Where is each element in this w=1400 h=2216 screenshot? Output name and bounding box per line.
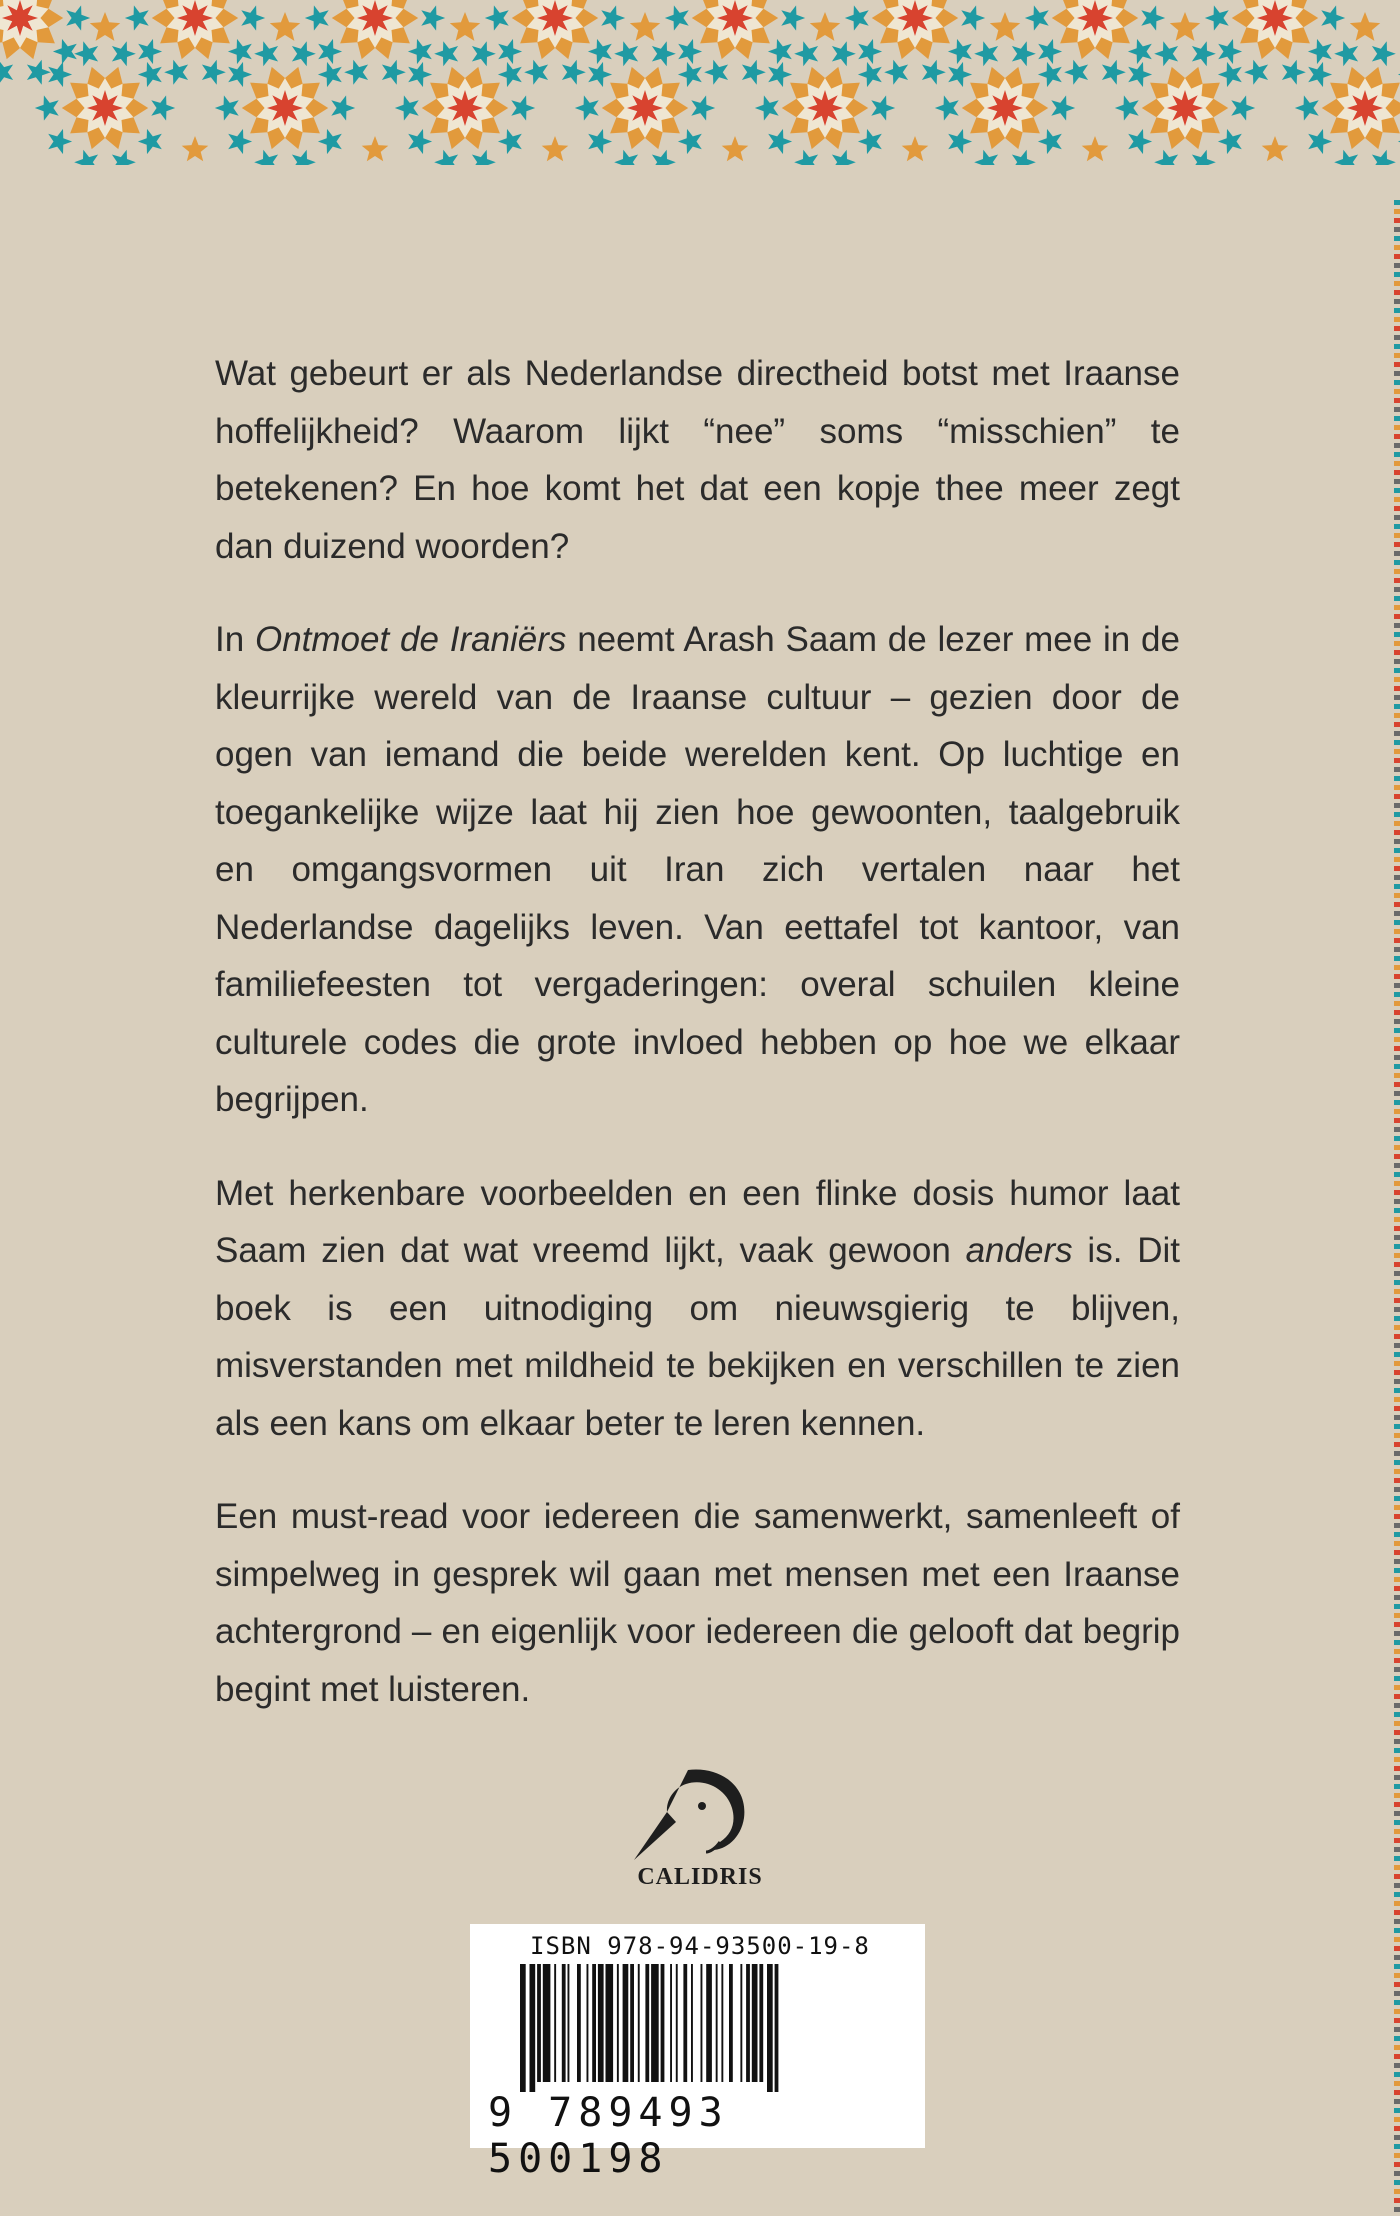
publisher-name: CALIDRIS — [637, 1864, 763, 1890]
blurb-p3-start: Met herkenbare voorbeelden en een flinke dosis humor laat Saam zien dat wat vreemd lijkt, vaak gewoon — [215, 1173, 1180, 1270]
isbn-label: ISBN 978-94-93500-19-8 — [530, 1932, 870, 1960]
book-title-italic: Ontmoet de Iraniërs — [254, 620, 567, 659]
blurb-paragraph-2 — [215, 611, 1180, 1129]
blurb-p2-start: In — [215, 620, 255, 659]
blurb-text — [215, 345, 1180, 1754]
barcode-digits: 9 789493 500198 — [488, 2090, 729, 2182]
geometric-pattern-border — [0, 0, 1400, 165]
spine-edge-stripe — [1394, 200, 1400, 2216]
blurb-p2-rest: neemt Arash Saam de lezer mee in de kleurrijke wereld van de Iraanse cultuur – gezien door de ogen van iemand die beide werelden kent. Op luchtige en toegankelijke wijze laat hij zien hoe gewoonten, taalgebruik en omgangsvormen uit Iran zich vertalen naar het Nederlandse dagelijks leven. Van eettafel tot kantoor, van familiefeesten tot vergaderingen: overal schuilen kleine culturele codes die grote invloed hebben op hoe we elkaar begrijpen. — [215, 620, 1180, 1119]
bird-head-icon — [620, 1766, 780, 1866]
emphasis-anders: anders — [965, 1231, 1073, 1270]
blurb-paragraph-3 — [215, 1165, 1180, 1453]
blurb-paragraph-1: Wat gebeurt er als Nederlandse directheid botst met Iraanse hoffelijkheid? Waarom lijkt “nee” soms “misschien” te betekenen? En hoe komt het dat een kopje thee meer zegt dan duizend woorden? — [215, 354, 1180, 566]
barcode-bars — [470, 1964, 925, 2094]
blurb-p3-rest: is. Dit boek is een uitnodiging om nieuwsgierig te blijven, misverstanden met mildheid te bekijken en verschillen te zien als een kans om elkaar beter te leren kennen. — [215, 1231, 1180, 1443]
isbn-barcode — [470, 1924, 925, 2182]
blurb-paragraph-4: Een must-read voor iedereen die samenwerkt, samenleeft of simpelweg in gesprek wil gaan met mensen met een Iraanse achtergrond – en eigenlijk voor iedereen die gelooft dat begrip begint met luisteren. — [215, 1497, 1180, 1709]
publisher-logo — [620, 1766, 780, 1896]
